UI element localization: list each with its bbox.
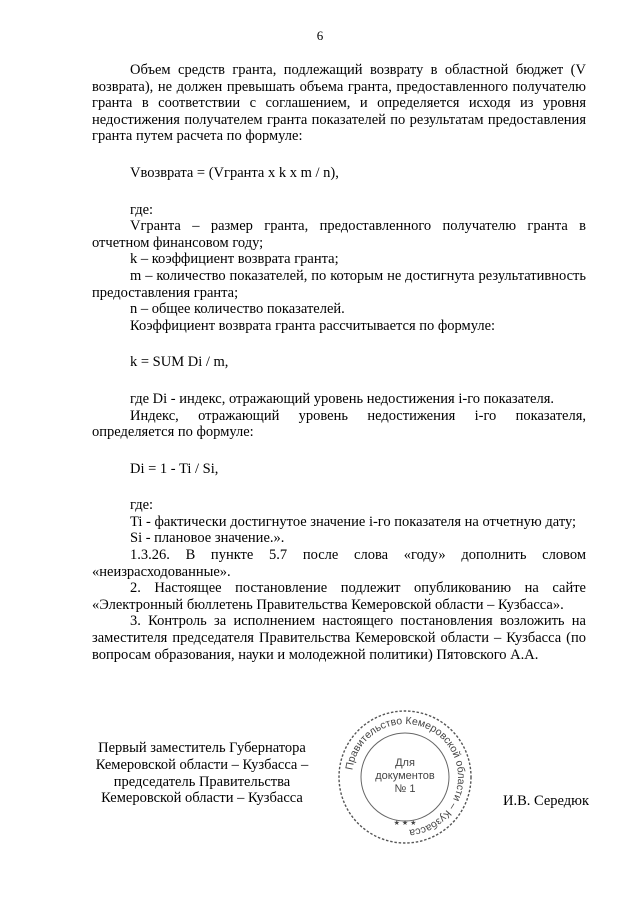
definition-n: n – общее количество показателей. bbox=[130, 301, 345, 318]
svg-text:★ ★ ★: ★ ★ ★ bbox=[393, 820, 417, 827]
seal-center-line: Для bbox=[395, 757, 415, 769]
formula-v-return: Vвозврата = (Vгранта x k x m / n), bbox=[130, 164, 339, 181]
k-intro: Коэффициент возврата гранта рассчитывается по формуле: bbox=[130, 317, 496, 334]
official-seal-stamp bbox=[336, 708, 474, 846]
position-line: Кемеровской области – Кузбасса bbox=[101, 790, 303, 807]
seal-center-line: документов bbox=[375, 770, 435, 782]
position-line: председатель Правительства bbox=[113, 773, 291, 790]
definition-v-grant: Vгранта – размер гранта, предоставленного получателю гранта в отчетном финансовом году; bbox=[92, 218, 586, 251]
formula-k: k = SUM Di / m, bbox=[130, 354, 229, 371]
where-label-2: где: bbox=[130, 497, 154, 514]
di-description: где Di - индекс, отражающий уровень недостижения i-го показателя. bbox=[130, 390, 555, 407]
item-1-3-26: 1.3.26. В пункте 5.7 после слова «году» дополнить словом «неизрасходованные». bbox=[92, 547, 586, 580]
definition-si: Si - плановое значение.». bbox=[130, 530, 285, 547]
item-3: 3. Контроль за исполнением настоящего постановления возложить на заместителя председателя Правительства Кемеровской области – Кузбасса (по вопросам образования, науки и молодежной политики) Пятовского А.А. bbox=[92, 613, 586, 663]
document-body bbox=[92, 62, 586, 663]
signatory-position bbox=[92, 740, 312, 807]
index-intro: Индекс, отражающий уровень недостижения i-го показателя, определяется по формуле: bbox=[92, 407, 586, 441]
seal-ring-text: Правительство Кемеровской области – Кузбасса bbox=[343, 714, 468, 839]
paragraph-return-volume: Объем средств гранта, подлежащий возврату в областной бюджет (V возврата), не должен превышать объема гранта, предоставленного получателю гранта в соответствии с соглашением, и определяется исходя из уровня недостижения получателем гранта показателей по результатам предоставления гранта путем расчета по формуле: bbox=[92, 62, 586, 145]
seal-center-line: № 1 bbox=[394, 783, 416, 795]
page-number: 6 bbox=[316, 28, 324, 43]
where-label: где: bbox=[130, 201, 154, 218]
signatory-name: И.В. Середюк bbox=[503, 793, 590, 809]
position-line: Кемеровской области – Кузбасса – bbox=[95, 756, 309, 773]
item-2: 2. Настоящее постановление подлежит опубликованию на сайте «Электронный бюллетень Правительства Кемеровской области – Кузбасса». bbox=[92, 580, 586, 613]
definition-m: m – количество показателей, по которым не достигнута результативность предоставления гранта; bbox=[92, 267, 586, 301]
position-line: Первый заместитель Губернатора bbox=[98, 740, 306, 756]
definition-k: k – коэффициент возврата гранта; bbox=[130, 251, 339, 268]
formula-di: Di = 1 - Ti / Si, bbox=[130, 460, 219, 477]
definition-ti: Ti - фактически достигнутое значение i-го показателя на отчетную дату; bbox=[130, 513, 577, 530]
